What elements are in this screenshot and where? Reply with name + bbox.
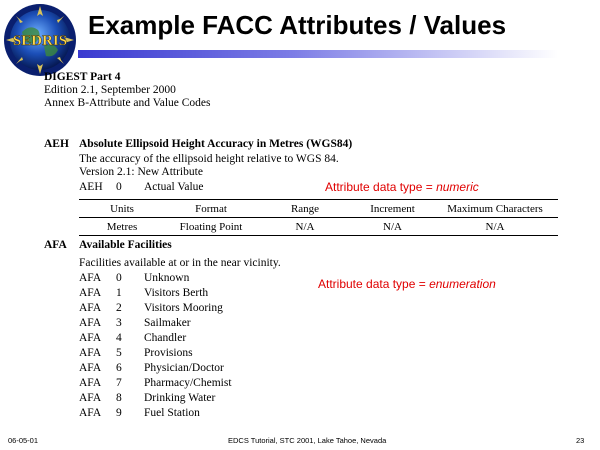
aeh-version: Version 2.1: New Attribute — [79, 166, 203, 178]
callout-type: numeric — [436, 180, 479, 194]
table-cell-range: N/A — [295, 221, 315, 233]
footer-event: EDCS Tutorial, STC 2001, Lake Tahoe, Nevada — [228, 436, 387, 445]
value-code: AFA — [79, 407, 102, 419]
value-number: 0 — [116, 181, 122, 193]
value-label: Fuel Station — [144, 407, 200, 419]
afa-code: AFA — [44, 239, 67, 251]
value-number: 1 — [116, 287, 122, 299]
afa-title: Available Facilities — [79, 239, 172, 251]
value-label: Pharmacy/Chemist — [144, 377, 232, 389]
value-label: Sailmaker — [144, 317, 191, 329]
value-number: 6 — [116, 362, 122, 374]
value-number: 5 — [116, 347, 122, 359]
aeh-callout — [325, 180, 479, 194]
value-number: 3 — [116, 317, 122, 329]
callout-type: enumeration — [429, 277, 496, 291]
value-label: Physician/Doctor — [144, 362, 224, 374]
table-header-increment: Increment — [370, 203, 415, 215]
value-label: Drinking Water — [144, 392, 216, 404]
footer-date: 06-05-01 — [8, 436, 39, 445]
document-header — [44, 71, 211, 110]
table-header-format: Format — [195, 203, 227, 215]
aeh-code: AEH — [44, 138, 69, 150]
value-label: Unknown — [144, 272, 190, 284]
value-code: AFA — [79, 287, 102, 299]
aeh-description: The accuracy of the ellipsoid height relative to WGS 84. — [79, 153, 339, 165]
doc-title: DIGEST Part 4 — [44, 71, 121, 83]
value-number: 0 — [116, 272, 122, 284]
table-cell-units: Metres — [106, 221, 138, 233]
value-number: 8 — [116, 392, 122, 404]
callout-prefix: Attribute data type = — [325, 180, 437, 194]
title-underline — [78, 50, 558, 58]
afa-callout — [318, 277, 496, 291]
value-label: Chandler — [144, 332, 187, 344]
value-code: AFA — [79, 317, 102, 329]
value-code: AFA — [79, 377, 102, 389]
value-label: Actual Value — [144, 181, 204, 193]
value-code: AFA — [79, 332, 102, 344]
table-mid-rule — [79, 217, 558, 218]
value-code: AFA — [79, 302, 102, 314]
table-cell-increment: N/A — [383, 221, 402, 233]
aeh-title: Absolute Ellipsoid Height Accuracy in Metres (WGS84) — [79, 138, 353, 150]
value-label: Visitors Berth — [144, 287, 209, 299]
value-code: AFA — [79, 272, 102, 284]
value-number: 4 — [116, 332, 122, 344]
table-cell-format: Floating Point — [179, 221, 243, 233]
footer-page-number: 23 — [576, 436, 585, 445]
afa-description: Facilities available at or in the near vicinity. — [79, 257, 281, 269]
logo-text: SEDRIS — [12, 33, 68, 49]
table-bottom-rule — [79, 235, 558, 236]
doc-edition: Edition 2.1, September 2000 — [44, 84, 176, 96]
slide-title: Example FACC Attributes / Values — [88, 10, 507, 40]
value-code: AEH — [79, 181, 103, 193]
value-number: 7 — [116, 377, 122, 389]
table-header-max-chars: Maximum Characters — [447, 203, 543, 215]
table-header-units: Units — [110, 203, 134, 215]
table-header-range: Range — [290, 203, 320, 215]
table-cell-max-chars: N/A — [485, 221, 505, 233]
callout-prefix: Attribute data type = — [318, 277, 430, 291]
value-code: AFA — [79, 392, 102, 404]
sedris-logo — [2, 2, 78, 78]
value-number: 2 — [116, 302, 122, 314]
table-top-rule — [79, 199, 558, 200]
value-label: Visitors Mooring — [144, 302, 223, 314]
value-number: 9 — [116, 407, 122, 419]
value-label: Provisions — [144, 347, 193, 359]
doc-annex: Annex B-Attribute and Value Codes — [44, 97, 211, 109]
value-code: AFA — [79, 347, 102, 359]
value-code: AFA — [79, 362, 102, 374]
